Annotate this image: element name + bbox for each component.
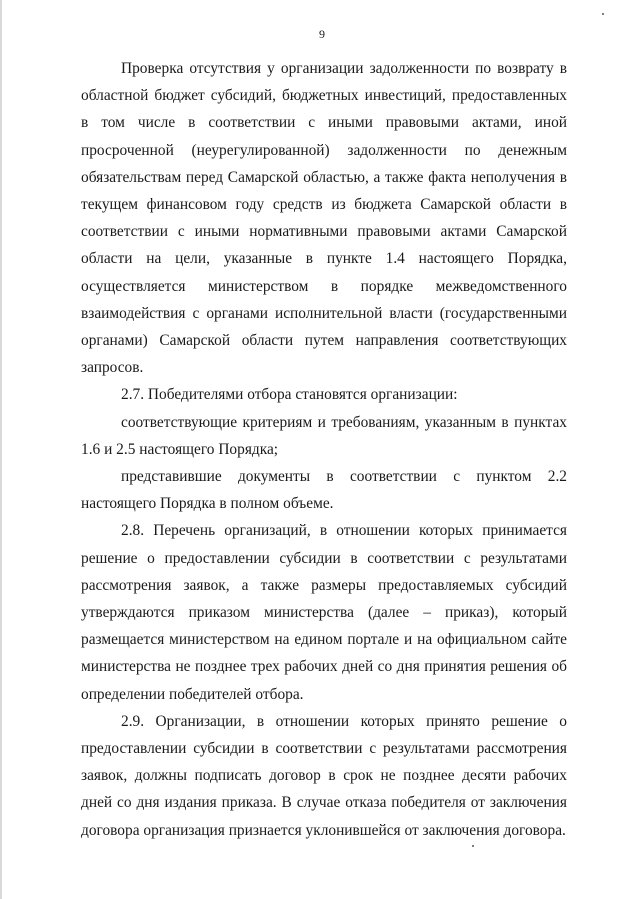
paragraph-2-7: 2.7. Победителями отбора становятся организации: xyxy=(121,386,458,404)
scan-speck xyxy=(602,13,604,15)
page-number: 9 xyxy=(319,27,325,41)
document-body xyxy=(81,55,567,844)
paragraph-2-7-documents: представившие документы в соответствии с пунктом 2.2 настоящего Порядка в полном объеме. xyxy=(81,468,567,513)
paragraph-2-7-criteria: соответствующие критериям и требованиям, указанным в пунктах 1.6 и 2.5 настоящего Порядка; xyxy=(81,413,567,458)
paragraph-debt-check: Проверка отсутствия у организации задолженности по возврату в областной бюджет субсидий, бюджетных инвестиций, предоставленных в том числе в соответствии с иными правовыми актами, иной просроченной (неурегулированной) задолженности по денежным обязательствам перед Самарской областью, а также факта неполучения в текущем финансовом году средств из бюджета Самарской области в соответствии с иными нормативными правовыми актами Самарской области на цели, указанные в пункте 1.4 настоящего Порядка, осуществляется министерством в порядке межведомственного взаимодействия с органами исполнительной власти (государственными органами) Самарской области путем направления соответствующих запросов. xyxy=(81,60,567,377)
paragraph-2-9: 2.9. Организации, в отношении которых принято решение о предоставлении субсидии в соответствии с результатами рассмотрения заявок, должны подписать договор в срок не позднее десяти рабочих дней со дня издания приказа. В случае отказа победителя от заключения договора организация признается уклонившейся от заключения договора. xyxy=(81,712,567,839)
paragraph-2-8: 2.8. Перечень организаций, в отношении которых принимается решение о предоставлении субсидии в соответствии с результатами рассмотрения заявок, а также размеры предоставляемых субсидий утверждаются приказом министерства (далее – приказ), который размещается министерством на едином портале и на официальном сайте министерства не позднее трех рабочих дней со дня принятия решения об определении победителей отбора. xyxy=(81,522,567,703)
scan-speck xyxy=(472,845,474,847)
